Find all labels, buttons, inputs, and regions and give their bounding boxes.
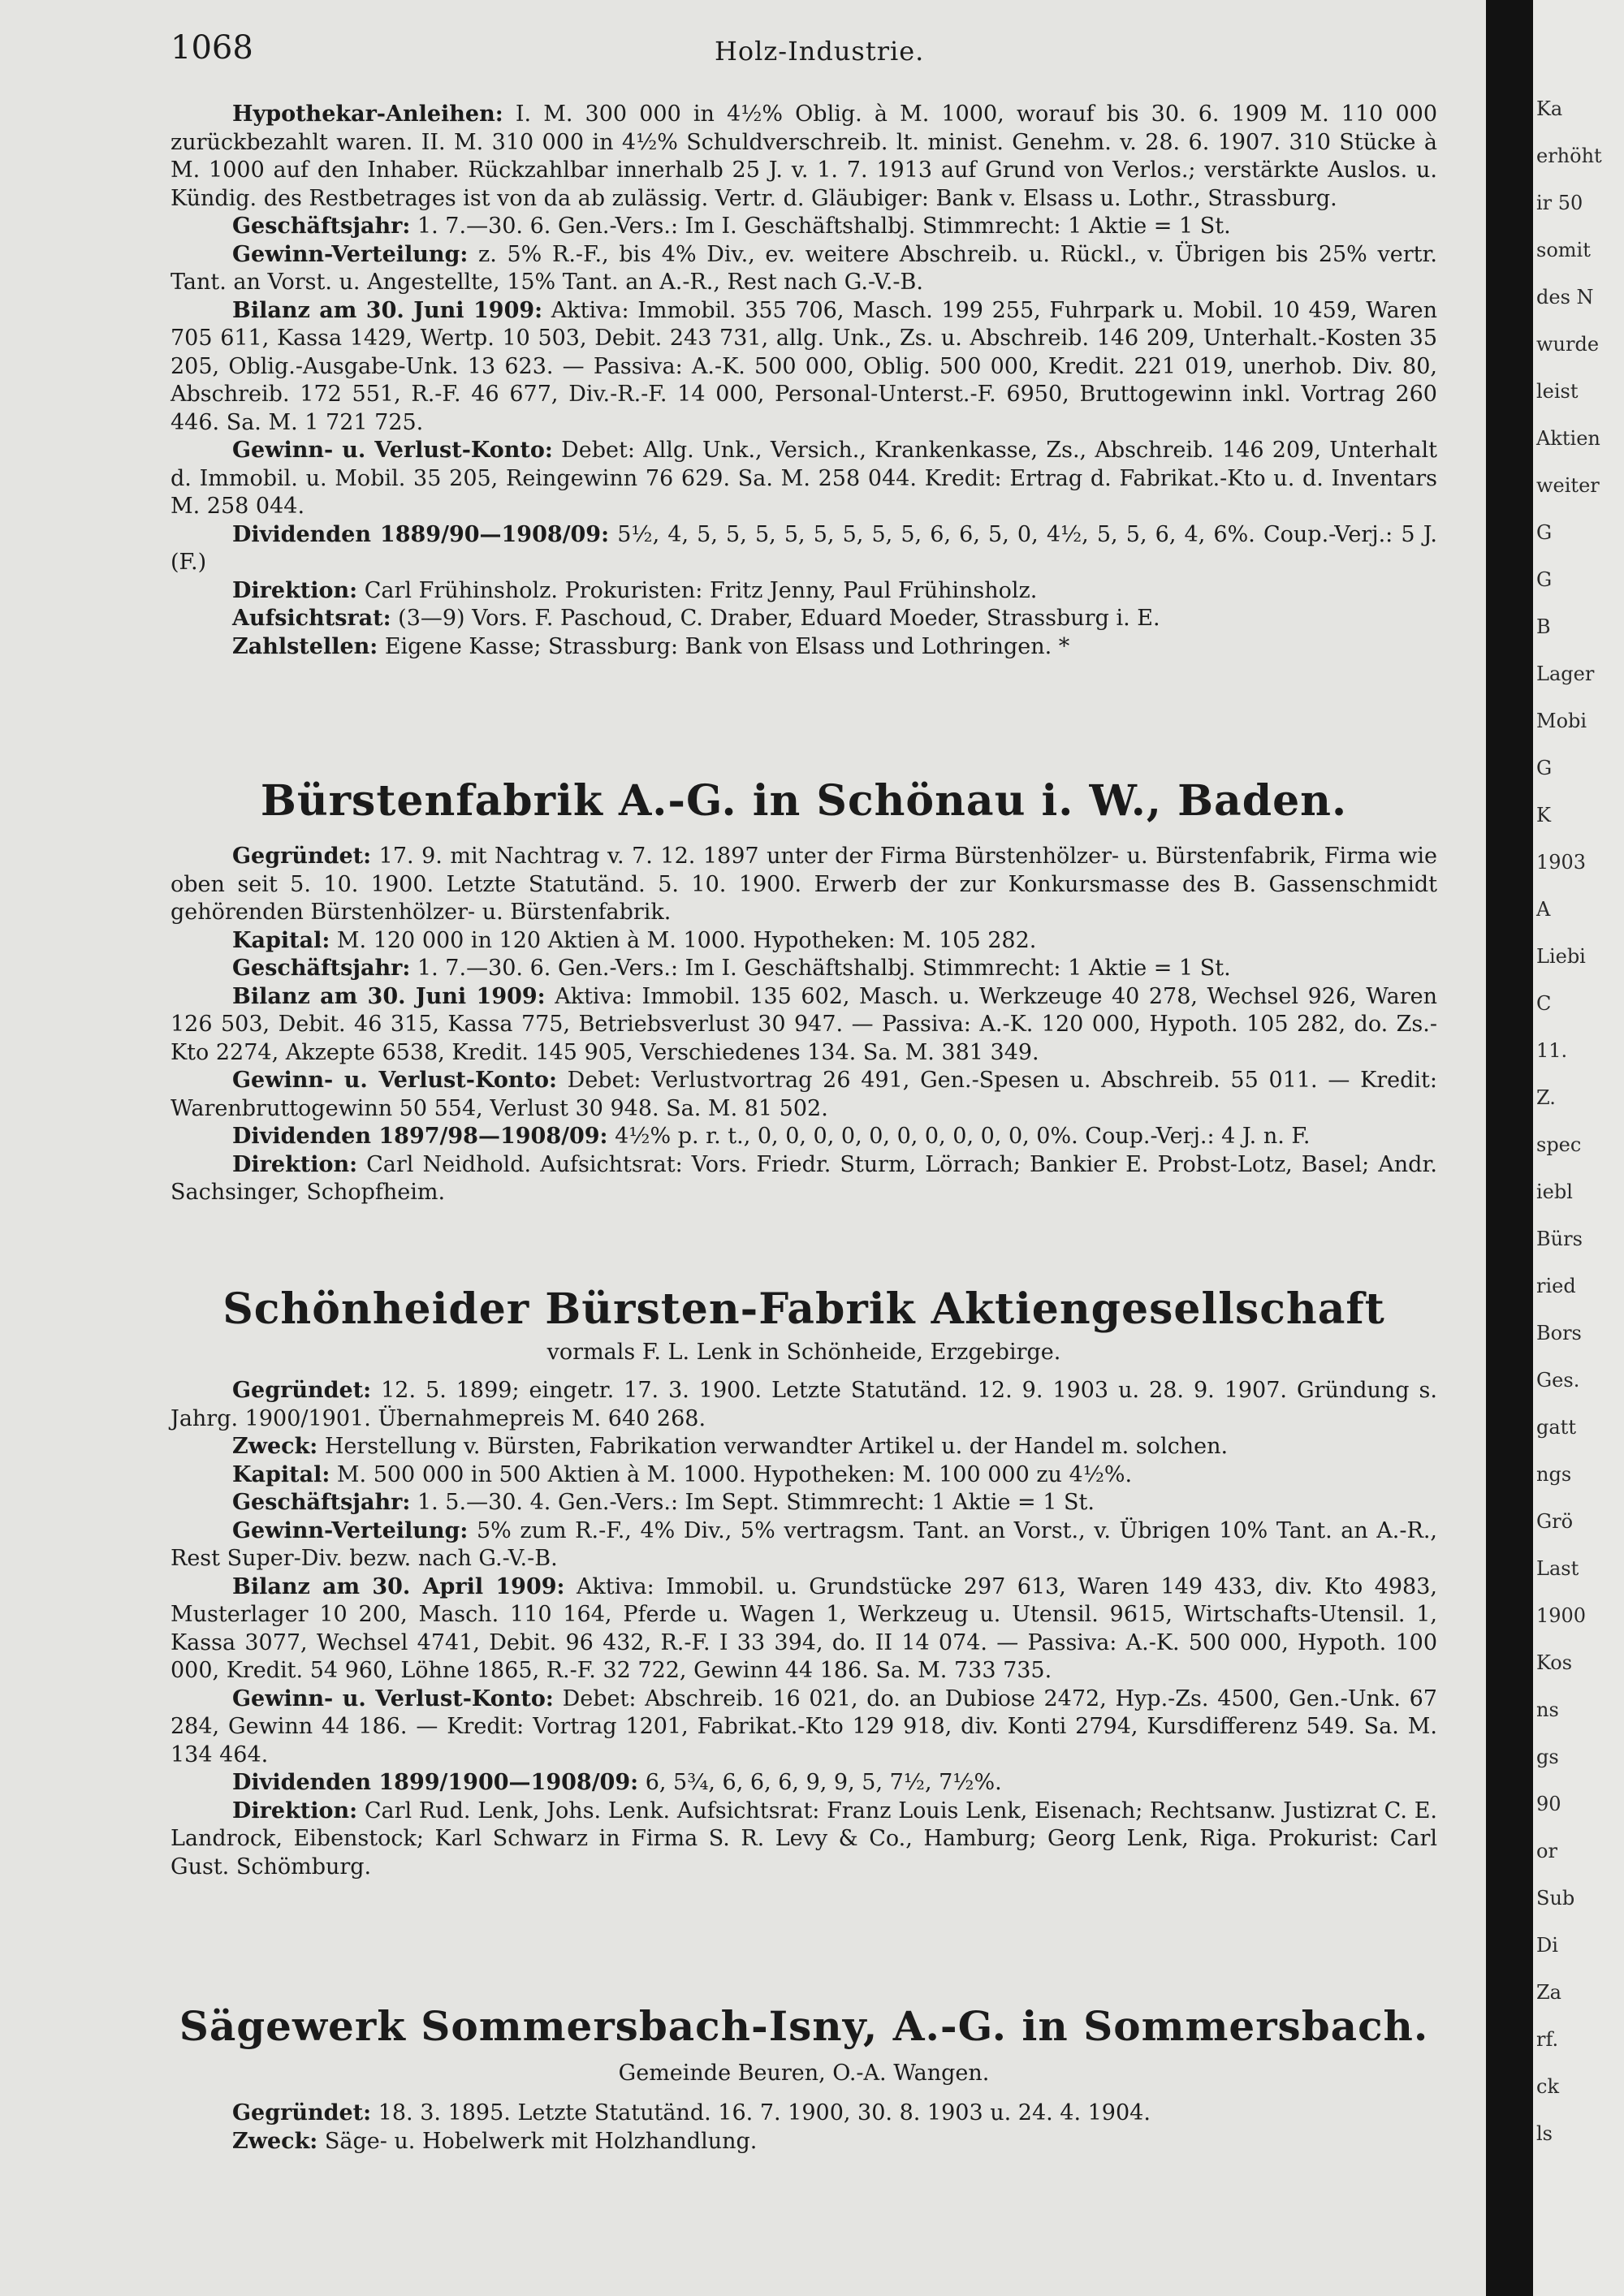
paragraph-label: Dividenden 1897/98—1908/09: — [232, 1124, 608, 1149]
entry-paragraph — [171, 1461, 1437, 1490]
adjacent-page-fragment: ir 50 — [1536, 192, 1583, 214]
adjacent-page-fragment: G — [1536, 568, 1553, 591]
adjacent-page-fragment: K — [1536, 804, 1551, 826]
adjacent-page-fragment: Bürs — [1536, 1228, 1583, 1250]
paragraph-text: 4½% p. r. t., 0, 0, 0, 0, 0, 0, 0, 0, 0, 0, 0%. Coup.-Verj.: 4 J. n. F. — [615, 1124, 1311, 1149]
adjacent-page-fragment: Liebi — [1536, 945, 1586, 968]
adjacent-page-fragment: rf. — [1536, 2028, 1559, 2051]
paragraph-label: Gewinn- u. Verlust-Konto: — [232, 1685, 554, 1711]
paragraph-label: Hypothekar-Anleihen: — [232, 101, 503, 127]
paragraph-label: Dividenden 1899/1900—1908/09: — [232, 1770, 639, 1795]
entry-paragraph — [171, 577, 1437, 606]
paragraph-text: M. 500 000 in 500 Aktien à M. 1000. Hypotheken: M. 100 000 zu 4½%. — [336, 1461, 1133, 1487]
paragraph-text: (3—9) Vors. F. Paschoud, C. Draber, Eduard Moeder, Strassburg i. E. — [398, 606, 1160, 631]
paragraph-text: Aktiva: Immobil. 135 602, Masch. u. Werkzeuge 40 278, Wechsel 926, Waren 126 503, Debit. 46 315, Kassa 775, Betriebsverlust 30 947. — Passiva: A.-K. 120 000, Hypoth. 105 282, do. Zs.-Kto 2274, Akzepte 6538, Kredit. 145 905, Verschiedenes 134. Sa. M. 381 349. — [171, 983, 1437, 1065]
entry-paragraph — [171, 437, 1437, 521]
adjacent-page-fragment: 1900 — [1536, 1604, 1587, 1627]
paragraph-text: Debet: Allg. Unk., Versich., Krankenkasse, Zs., Abschreib. 146 209, Unterhalt d. Immobil. u. Mobil. 35 205, Reingewinn 76 629. Sa. M. 258 044. Kredit: Ertrag d. Fabrikat.-Kto u. d. Inventars M. 258 044. — [171, 438, 1437, 519]
entry-paragraph — [171, 241, 1437, 297]
paragraph-label: Geschäftsjahr: — [232, 956, 411, 981]
adjacent-page-fragment: A — [1536, 898, 1551, 921]
adjacent-page-fragment: leist — [1536, 380, 1579, 403]
entry-paragraph — [171, 297, 1437, 438]
adjacent-page-fragment: 11. — [1536, 1039, 1568, 1062]
paragraph-label: Kapital: — [232, 1461, 330, 1487]
adjacent-page-fragment: des N — [1536, 286, 1594, 309]
adjacent-page-fragment: ngs — [1536, 1463, 1572, 1486]
paragraph-text: 5½, 4, 5, 5, 5, 5, 5, 5, 5, 5, 6, 6, 5, 0, 4½, 5, 5, 6, 4, 6%. Coup.-Verj.: 5 J. (F.) — [171, 521, 1438, 575]
adjacent-page-fragment: Mobi — [1536, 710, 1587, 732]
entry-paragraph — [171, 955, 1437, 983]
adjacent-page-fragment: Aktien — [1536, 427, 1600, 450]
paragraph-label: Geschäftsjahr: — [232, 1490, 411, 1515]
paragraph-text: 5% zum R.-F., 4% Div., 5% vertragsm. Tant. an Vorst., v. Übrigen 10% Tant. an A.-R., Rest Super-Div. bezw. nach G.-V.-B. — [171, 1517, 1437, 1571]
paragraph-text: Eigene Kasse; Strassburg: Bank von Elsass und Lothringen. * — [384, 633, 1070, 659]
paragraph-text: I. M. 300 000 in 4½% Oblig. à M. 1000, worauf bis 30. 6. 1909 M. 110 000 zurückbezahlt waren. II. M. 310 000 in 4½% Schuldverschreib. lt. minist. Genehm. v. 28. 6. 1907. 310 Stücke à M. 1000 auf den Inhaber. Rückzahlbar innerhalb 25 J. v. 1. 7. 1913 auf Grund von Verlos.; verstärkte Auslos. u. Kündig. des Restbetrages ist von da ab zulässig. Vertr. d. Gläubiger: Bank v. Elsass u. Lothr., Strassburg. — [171, 101, 1438, 211]
entry-paragraph — [171, 927, 1437, 956]
paragraph-label: Kapital: — [232, 927, 330, 953]
entry-paragraph — [171, 1433, 1437, 1461]
adjacent-page-fragment: or — [1536, 1840, 1557, 1862]
paragraph-label: Zweck: — [232, 1434, 318, 1459]
paragraph-text: 1. 5.—30. 4. Gen.-Vers.: Im Sept. Stimmrecht: 1 Aktie = 1 St. — [417, 1490, 1095, 1515]
paragraph-text: Carl Neidhold. Aufsichtsrat: Vors. Friedr. Sturm, Lörrach; Bankier E. Probst-Lotz, Basel; Andr. Sachsinger, Schopfheim. — [171, 1151, 1437, 1205]
company-title: Sägewerk Sommersbach-Isny, A.-G. in Sommersbach. — [179, 2002, 1429, 2050]
paragraph-text: z. 5% R.-F., bis 4% Div., ev. weitere Abschreib. u. Rückl., v. Übrigen bis 25% vertr. Tant. an Vorst. u. Angestellte, 15% Tant. an A.-R., Rest nach G.-V.-B. — [171, 241, 1437, 295]
entry-paragraph — [171, 521, 1437, 577]
paragraph-label: Geschäftsjahr: — [232, 214, 411, 239]
entry-paragraph — [171, 2128, 1437, 2156]
paragraph-text: 6, 5¾, 6, 6, 6, 9, 9, 5, 7½, 7½%. — [645, 1770, 1002, 1795]
adjacent-page-fragment: iebl — [1536, 1180, 1573, 1203]
paragraph-label: Bilanz am 30. Juni 1909: — [232, 983, 546, 1009]
company-subtitle: Gemeinde Beuren, O.-A. Wangen. — [618, 2061, 990, 2086]
adjacent-page-fragment: ck — [1536, 2075, 1559, 2098]
paragraph-text: Aktiva: Immobil. 355 706, Masch. 199 255, Fuhrpark u. Mobil. 10 459, Waren 705 611, Kassa 1429, Wertp. 10 503, Debit. 243 731, allg. Unk., Zs. u. Abschreib. 146 209, Unterhalt.-Kosten 35 205, Oblig.-Ausgabe-Unk. 13 623. — Passiva: A.-K. 500 000, Oblig. 500 000, Kredit. 221 019, unerhob. Div. 80, Abschreib. 172 551, R.-F. 46 677, Div.-R.-F. 14 000, Personal-Unterst.-F. 6950, Bruttogewinn inkl. Vortrag 260 446. Sa. M. 1 721 725. — [171, 297, 1437, 435]
adjacent-page-fragment: G — [1536, 757, 1553, 779]
adjacent-page-fragment: G — [1536, 521, 1553, 544]
entry-paragraph — [171, 605, 1437, 633]
book-gutter — [1486, 0, 1533, 2296]
company-subtitle: vormals F. L. Lenk in Schönheide, Erzgebirge. — [546, 1340, 1061, 1365]
entry-continuation — [171, 101, 1437, 661]
paragraph-text: Säge- u. Hobelwerk mit Holzhandlung. — [324, 2128, 758, 2154]
paragraph-label: Zahlstellen: — [232, 633, 378, 659]
adjacent-page-fragment: spec — [1536, 1133, 1582, 1156]
paragraph-text: Herstellung v. Bürsten, Fabrikation verwandter Artikel u. der Handel m. solchen. — [324, 1434, 1229, 1459]
adjacent-page-fragment: gatt — [1536, 1416, 1576, 1439]
adjacent-page-fragment: ls — [1536, 2122, 1553, 2145]
entry-paragraph — [171, 1798, 1437, 1882]
adjacent-page-fragment: Lager — [1536, 662, 1595, 685]
entry-body — [171, 843, 1437, 1207]
paragraph-label: Gewinn-Verteilung: — [232, 1517, 469, 1543]
paragraph-label: Zweck: — [232, 2128, 318, 2154]
paragraph-label: Dividenden 1889/90—1908/09: — [232, 521, 610, 547]
company-title: Bürstenfabrik A.-G. in Schönau i. W., Baden. — [260, 776, 1348, 826]
paragraph-text: Aktiva: Immobil. u. Grundstücke 297 613, Waren 149 433, div. Kto 4983, Musterlager 10 200, Masch. 110 164, Pferde u. Wagen 1, Werkzeug u. Utensil. 9615, Wirtschafts-Utensil. 1, Kassa 3077, Wechsel 4741, Debit. 96 432, R.-F. I 33 394, do. II 14 074. — Passiva: A.-K. 500 000, Hypoth. 100 000, Kredit. 54 960, Löhne 1865, R.-F. 32 722, Gewinn 44 186. Sa. M. 733 735. — [171, 1573, 1437, 1683]
adjacent-page-fragment: Bors — [1536, 1322, 1582, 1344]
entry-body — [171, 2100, 1437, 2156]
paragraph-text: 1. 7.—30. 6. Gen.-Vers.: Im I. Geschäftshalbj. Stimmrecht: 1 Aktie = 1 St. — [417, 956, 1231, 981]
entry-paragraph — [171, 1067, 1437, 1123]
running-head: Holz-Industrie. — [715, 36, 925, 67]
adjacent-page-fragment: gs — [1536, 1746, 1559, 1768]
entry-paragraph — [171, 1489, 1437, 1517]
adjacent-page-fragment: ns — [1536, 1698, 1559, 1721]
adjacent-page-fragment: Ka — [1536, 97, 1563, 120]
adjacent-page-fragment: Last — [1536, 1557, 1579, 1580]
paragraph-text: Carl Rud. Lenk, Johs. Lenk. Aufsichtsrat: Franz Louis Lenk, Eisenach; Rechtsanw. Justizrat C. E. Landrock, Eibenstock; Karl Schwarz in Firma S. R. Levy & Co., Hamburg; Georg Lenk, Riga. Prokurist: Carl Gust. Schömburg. — [171, 1798, 1437, 1880]
adjacent-page-fragment: 90 — [1536, 1793, 1561, 1815]
adjacent-page-fragment: weiter — [1536, 474, 1600, 497]
adjacent-page-fragment: Ges. — [1536, 1369, 1580, 1392]
adjacent-page-fragment: Z. — [1536, 1086, 1556, 1109]
paragraph-text: M. 120 000 in 120 Aktien à M. 1000. Hypotheken: M. 105 282. — [336, 927, 1037, 953]
paragraph-text: 18. 3. 1895. Letzte Statutänd. 16. 7. 1900, 30. 8. 1903 u. 24. 4. 1904. — [378, 2100, 1151, 2126]
paragraph-label: Bilanz am 30. Juni 1909: — [232, 297, 543, 323]
paragraph-text: Debet: Abschreib. 16 021, do. an Dubiose 2472, Hyp.-Zs. 4500, Gen.-Unk. 67 284, Gewinn 44 186. — Kredit: Vortrag 1201, Fabrikat.-Kto 129 918, div. Konti 2794, Kursdifferenz 549. Sa. M. 134 464. — [171, 1685, 1437, 1767]
paragraph-label: Gewinn-Verteilung: — [232, 241, 469, 267]
entry-paragraph — [171, 1377, 1437, 1433]
entry-paragraph — [171, 1685, 1437, 1770]
paragraph-label: Gewinn- u. Verlust-Konto: — [232, 438, 553, 463]
adjacent-page-fragment: Grö — [1536, 1510, 1574, 1533]
paragraph-label: Direktion: — [232, 577, 358, 603]
adjacent-page-fragment: wurde — [1536, 333, 1600, 356]
adjacent-page-fragment: Sub — [1536, 1887, 1575, 1910]
paragraph-label: Gegründet: — [232, 2100, 372, 2126]
paragraph-label: Bilanz am 30. April 1909: — [232, 1573, 565, 1599]
entry-paragraph — [171, 2100, 1437, 2128]
adjacent-page-fragment: erhöht — [1536, 145, 1602, 167]
adjacent-page-edge — [1533, 0, 1624, 2296]
entry-paragraph — [171, 1123, 1437, 1151]
adjacent-page-fragment: Di — [1536, 1934, 1558, 1957]
paragraph-label: Direktion: — [232, 1798, 358, 1823]
adjacent-page-fragment: somit — [1536, 239, 1591, 261]
paragraph-label: Direktion: — [232, 1151, 358, 1177]
paragraph-text: 17. 9. mit Nachtrag v. 7. 12. 1897 unter der Firma Bürstenhölzer- u. Bürstenfabrik, Firma wie oben seit 5. 10. 1900. Letzte Statutänd. 5. 10. 1900. Erwerb der zur Konkursmasse des B. Gassenschmidt gehörenden Bürstenhölzer- u. Bürstenfabrik. — [171, 844, 1437, 925]
entry-paragraph — [171, 213, 1437, 241]
entry-body — [171, 1377, 1437, 1881]
paragraph-label: Gewinn- u. Verlust-Konto: — [232, 1068, 557, 1093]
entry-paragraph — [171, 101, 1437, 213]
entry-paragraph — [171, 1517, 1437, 1573]
paragraph-label: Aufsichtsrat: — [232, 606, 391, 631]
paragraph-text: Debet: Verlustvortrag 26 491, Gen.-Spesen u. Abschreib. 55 011. — Kredit: Warenbruttogewinn 50 554, Verlust 30 948. Sa. M. 81 502. — [171, 1068, 1437, 1121]
page-header — [0, 24, 1486, 73]
paragraph-text: 1. 7.—30. 6. Gen.-Vers.: Im I. Geschäftshalbj. Stimmrecht: 1 Aktie = 1 St. — [417, 214, 1231, 239]
paragraph-text: 12. 5. 1899; eingetr. 17. 3. 1900. Letzte Statutänd. 12. 9. 1903 u. 28. 9. 1907. Gründung s. Jahrg. 1900/1901. Übernahmepreis M. 640 268. — [171, 1378, 1437, 1431]
paragraph-label: Gegründet: — [232, 844, 372, 869]
page-number: 1068 — [171, 29, 253, 67]
adjacent-page-fragment: Za — [1536, 1981, 1561, 2004]
paragraph-text: Carl Frühinsholz. Prokuristen: Fritz Jenny, Paul Frühinsholz. — [364, 577, 1038, 603]
paragraph-label: Gegründet: — [232, 1378, 372, 1403]
entry-paragraph — [171, 1573, 1437, 1685]
adjacent-page-fragment: C — [1536, 992, 1552, 1015]
entry-paragraph — [171, 983, 1437, 1068]
adjacent-page-fragment: ried — [1536, 1275, 1576, 1297]
entry-paragraph — [171, 633, 1437, 662]
adjacent-page-fragment: Kos — [1536, 1651, 1573, 1674]
adjacent-page-fragment: 1903 — [1536, 851, 1587, 874]
entry-paragraph — [171, 1769, 1437, 1798]
company-title: Schönheider Bürsten-Fabrik Aktiengesellschaft — [222, 1284, 1385, 1334]
entry-paragraph — [171, 1151, 1437, 1207]
adjacent-page-fragment: B — [1536, 615, 1551, 638]
entry-paragraph — [171, 843, 1437, 927]
